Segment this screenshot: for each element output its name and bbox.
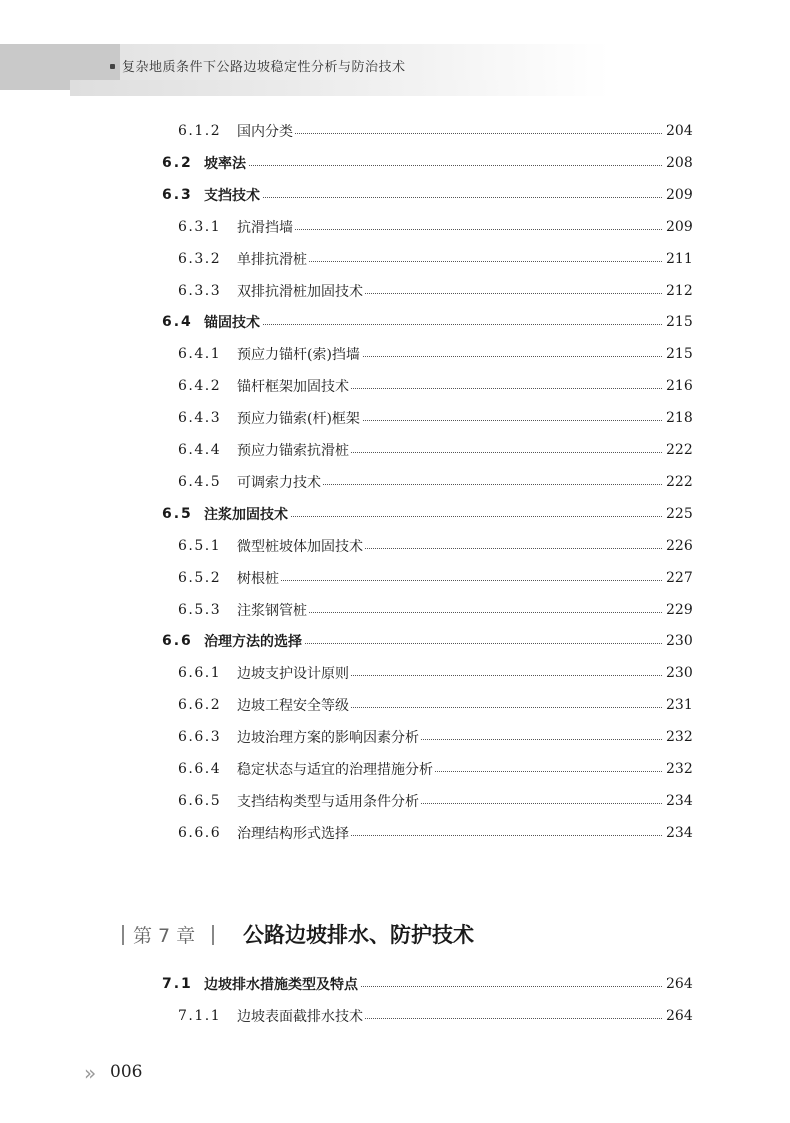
- toc-entry-page: 226: [666, 537, 693, 554]
- toc-entry-number: 7.1: [162, 976, 193, 992]
- toc-entry-page: 229: [666, 601, 693, 618]
- toc-entry-page: 209: [666, 218, 693, 235]
- toc-entry-page: 218: [666, 410, 693, 427]
- chapter-divider-left: [122, 925, 124, 945]
- toc-entry-title: 边坡工程安全等级: [237, 695, 351, 715]
- running-header-title: 复杂地质条件下公路边坡稳定性分析与防治技术: [122, 60, 406, 75]
- toc-entry-title: 边坡排水措施类型及特点: [204, 974, 360, 994]
- toc-entry-title: 预应力锚索抗滑桩: [237, 440, 351, 460]
- toc-subsection-entry[interactable]: [0, 724, 790, 750]
- toc-entry-title: 边坡治理方案的影响因素分析: [237, 727, 421, 747]
- toc-entry-page: 232: [666, 729, 693, 746]
- toc-subsection-entry[interactable]: [0, 405, 790, 431]
- toc-section-entry[interactable]: [0, 628, 790, 654]
- toc-entry-number: 6.3.1: [178, 218, 222, 235]
- toc-entry-page: 204: [666, 123, 693, 139]
- toc-entry-number: 6.2: [162, 154, 193, 171]
- toc-entry-page: 230: [666, 665, 693, 682]
- toc-entry-number: 7.1.1: [178, 1007, 222, 1024]
- toc-entry-number: 6.5.2: [178, 569, 222, 586]
- toc-subsection-entry[interactable]: [0, 1003, 790, 1029]
- chapter-divider-right: [212, 925, 214, 945]
- toc-entry-title: 抗滑挡墙: [237, 217, 295, 237]
- toc-subsection-entry[interactable]: [0, 341, 790, 367]
- chapter-title: 公路边坡排水、防护技术: [243, 922, 474, 947]
- toc-subsection-entry[interactable]: [0, 373, 790, 399]
- toc-entry-title: 边坡表面截排水技术: [237, 1006, 365, 1026]
- toc-entry-page: 234: [666, 792, 693, 809]
- toc-entry-number: 6.6.3: [178, 729, 222, 746]
- toc-entry-number: 6.6.1: [178, 665, 222, 682]
- toc-dot-leader: [240, 133, 662, 134]
- toc-entry-number: 6.5.1: [178, 537, 222, 554]
- toc-subsection-entry[interactable]: [0, 437, 790, 463]
- toc-entry-title: 治理方法的选择: [204, 631, 304, 651]
- toc-entry-number: 6.5.3: [178, 601, 222, 618]
- toc-entry-page: 264: [666, 976, 693, 992]
- toc-entry-number: 6.6.5: [178, 792, 222, 809]
- toc-entry-number: 6.3: [162, 186, 193, 203]
- toc-entry-number: 6.4: [162, 314, 193, 331]
- toc-dot-leader: [240, 229, 662, 230]
- toc-entry-page: 234: [666, 824, 693, 841]
- toc-entry-page: 209: [666, 186, 693, 203]
- toc-dot-leader: [210, 165, 662, 166]
- toc-entry-page: 227: [666, 569, 693, 586]
- toc-section-entry[interactable]: [0, 182, 790, 208]
- toc-subsection-entry[interactable]: [0, 597, 790, 623]
- toc-entry-number: 6.1.2: [178, 123, 222, 139]
- toc-entry-number: 6.6.6: [178, 824, 222, 841]
- toc-entry-title: 预应力锚索(杆)框架: [237, 408, 362, 428]
- toc-subsection-entry[interactable]: [0, 788, 790, 814]
- toc-section-entry[interactable]: [0, 150, 790, 176]
- toc-entry-number: 6.6.2: [178, 697, 222, 714]
- toc-entry-number: 6.5: [162, 505, 193, 522]
- toc-entry-title: 稳定状态与适宜的治理措施分析: [237, 759, 435, 779]
- toc-dot-leader: [240, 580, 662, 581]
- toc-entry-title: 边坡支护设计原则: [237, 663, 351, 683]
- toc-entry-title: 国内分类: [237, 121, 295, 141]
- toc-entry-number: 6.4.4: [178, 442, 222, 458]
- toc-entry-page: 212: [666, 282, 693, 299]
- toc-entry-number: 6.6.4: [178, 761, 222, 777]
- toc-entry-page: 222: [666, 442, 693, 458]
- toc-subsection-entry[interactable]: [0, 246, 790, 272]
- toc-subsection-entry[interactable]: [0, 565, 790, 591]
- toc-entry-page: 215: [666, 346, 693, 363]
- toc-entry-title: 治理结构形式选择: [237, 823, 351, 843]
- toc-subsection-entry[interactable]: [0, 533, 790, 559]
- toc-entry-page: 264: [666, 1007, 693, 1024]
- page-number: 006: [110, 1062, 143, 1082]
- toc-section-entry[interactable]: [0, 309, 790, 335]
- footer-chevron-icon: »: [84, 1061, 94, 1085]
- toc-entry-number: 6.4.2: [178, 378, 222, 395]
- toc-entry-title: 注浆加固技术: [204, 504, 290, 524]
- toc-entry-title: 预应力锚杆(索)挡墙: [237, 344, 362, 364]
- toc-entry-title: 单排抗滑桩: [237, 249, 309, 269]
- toc-subsection-entry[interactable]: [0, 756, 790, 782]
- toc-entry-page: 215: [666, 314, 693, 331]
- toc-entry-title: 支挡技术: [204, 185, 262, 205]
- toc-entry-number: 6.4.3: [178, 410, 222, 427]
- toc-entry-title: 锚固技术: [204, 312, 262, 332]
- toc-subsection-entry[interactable]: [0, 692, 790, 718]
- toc-entry-title: 支挡结构类型与适用条件分析: [237, 791, 421, 811]
- toc-subsection-entry[interactable]: [0, 214, 790, 240]
- toc-entry-number: 6.6: [162, 633, 193, 650]
- toc-entry-title: 注浆钢管桩: [237, 600, 309, 620]
- toc-entry-page: 230: [666, 633, 693, 650]
- toc-entry-title: 树根桩: [237, 568, 281, 588]
- toc-section-entry[interactable]: [0, 501, 790, 527]
- toc-entry-page: 216: [666, 378, 693, 395]
- toc-entry-page: 222: [666, 473, 693, 490]
- toc-section-entry[interactable]: [0, 971, 790, 997]
- toc-entry-title: 微型桩坡体加固技术: [237, 536, 365, 556]
- toc-entry-number: 6.4.5: [178, 473, 222, 490]
- toc-entry-number: 6.3.2: [178, 250, 222, 267]
- toc-entry-page: 211: [666, 250, 693, 267]
- toc-entry-page: 225: [666, 505, 693, 522]
- toc-entry-number: 6.4.1: [178, 346, 222, 363]
- toc-entry-number: 6.3.3: [178, 282, 222, 299]
- toc-subsection-entry[interactable]: [0, 660, 790, 686]
- toc-entry-title: 可调索力技术: [237, 472, 323, 492]
- chapter-label: 第 7 章: [133, 925, 196, 947]
- toc-subsection-entry[interactable]: [0, 278, 790, 304]
- toc-dot-leader: [210, 324, 662, 325]
- toc-entry-page: 232: [666, 761, 693, 777]
- toc-entry-title: 坡率法: [204, 153, 248, 173]
- toc-entry-page: 208: [666, 154, 693, 171]
- toc-subsection-entry[interactable]: [0, 820, 790, 846]
- toc-subsection-entry[interactable]: [0, 118, 790, 144]
- header-bullet-icon: [110, 64, 115, 69]
- header-underline: [70, 80, 610, 96]
- toc-entry-title: 双排抗滑桩加固技术: [237, 281, 365, 301]
- toc-entry-page: 231: [666, 697, 693, 714]
- toc-entry-title: 锚杆框架加固技术: [237, 376, 351, 396]
- toc-subsection-entry[interactable]: [0, 469, 790, 495]
- toc-dot-leader: [210, 197, 662, 198]
